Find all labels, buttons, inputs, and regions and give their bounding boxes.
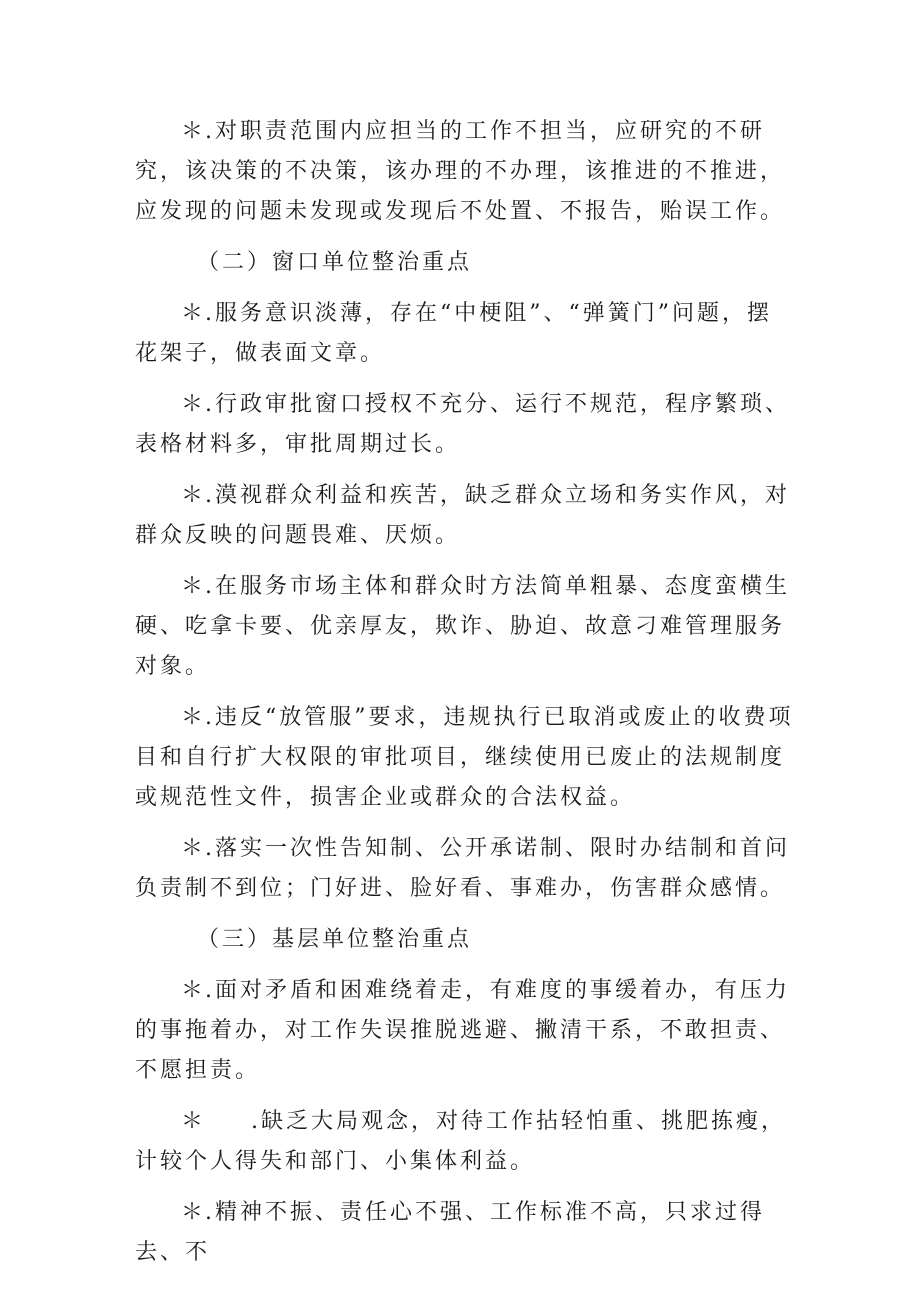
list-item xyxy=(135,476,795,556)
section-heading: （二）窗口单位整治重点 xyxy=(197,250,473,275)
list-item xyxy=(135,971,795,1091)
asterisk-marker: ＊ xyxy=(181,574,206,599)
asterisk-marker: ＊ xyxy=(181,1109,206,1134)
document-body xyxy=(135,112,795,1284)
list-item xyxy=(135,1193,795,1273)
section-heading: （三）基层单位整治重点 xyxy=(197,927,473,952)
item-text: .在服务市场主体和群众时方法简单粗暴、态度蛮横生硬、吃拿卡要、优亲厚友，欺诈、胁迫、故意刁难管理服务对象。 xyxy=(135,574,791,679)
asterisk-marker: ＊ xyxy=(181,1200,206,1225)
item-text: .违反“放管服”要求，违规执行已取消或废止的收费项目和自行扩大权限的审批项目，继续使用已废止的法规制度或规范性文件，损害企业或群众的合法权益。 xyxy=(135,705,794,810)
list-item xyxy=(135,112,795,232)
item-text: .精神不振、责任心不强、工作标准不高，只求过得去、不 xyxy=(135,1200,766,1265)
list-item xyxy=(135,1102,795,1182)
asterisk-marker: ＊ xyxy=(181,978,206,1003)
asterisk-marker: ＊ xyxy=(181,301,206,326)
item-text: .服务意识淡薄，存在“中梗阻”、“弹簧门”问题，摆花架子，做表面文章。 xyxy=(135,301,772,366)
asterisk-marker: ＊ xyxy=(181,836,206,861)
asterisk-marker: ＊ xyxy=(181,392,206,417)
item-text: .行政审批窗口授权不充分、运行不规范，程序繁琐、表格材料多，审批周期过长。 xyxy=(135,392,791,457)
asterisk-marker: ＊ xyxy=(181,483,206,508)
item-text: .缺乏大局观念，对待工作拈轻怕重、挑肥拣瘦，计较个人得失和部门、小集体利益。 xyxy=(135,1109,787,1174)
item-text: .面对矛盾和困难绕着走，有难度的事缓着办，有压力的事拖着办，对工作失误推脱逃避、撇清干系，不敢担责、不愿担责。 xyxy=(135,978,791,1083)
list-item xyxy=(135,385,795,465)
item-text: .漠视群众利益和疾苦，缺乏群众立场和务实作风，对群众反映的问题畏难、厌烦。 xyxy=(135,483,791,548)
list-item xyxy=(135,698,795,818)
asterisk-marker: ＊ xyxy=(181,705,206,730)
list-item xyxy=(135,567,795,687)
list-item xyxy=(135,829,795,909)
item-text: .落实一次性告知制、公开承诺制、限时办结制和首问负责制不到位；门好进、脸好看、事难办，伤害群众感情。 xyxy=(135,836,791,901)
item-text: .对职责范围内应担当的工作不担当，应研究的不研究，该决策的不决策，该办理的不办理，该推进的不推进，应发现的问题未发现或发现后不处置、不报告，贻误工作。 xyxy=(135,119,786,224)
asterisk-marker: ＊ xyxy=(181,119,206,144)
list-item xyxy=(135,294,795,374)
